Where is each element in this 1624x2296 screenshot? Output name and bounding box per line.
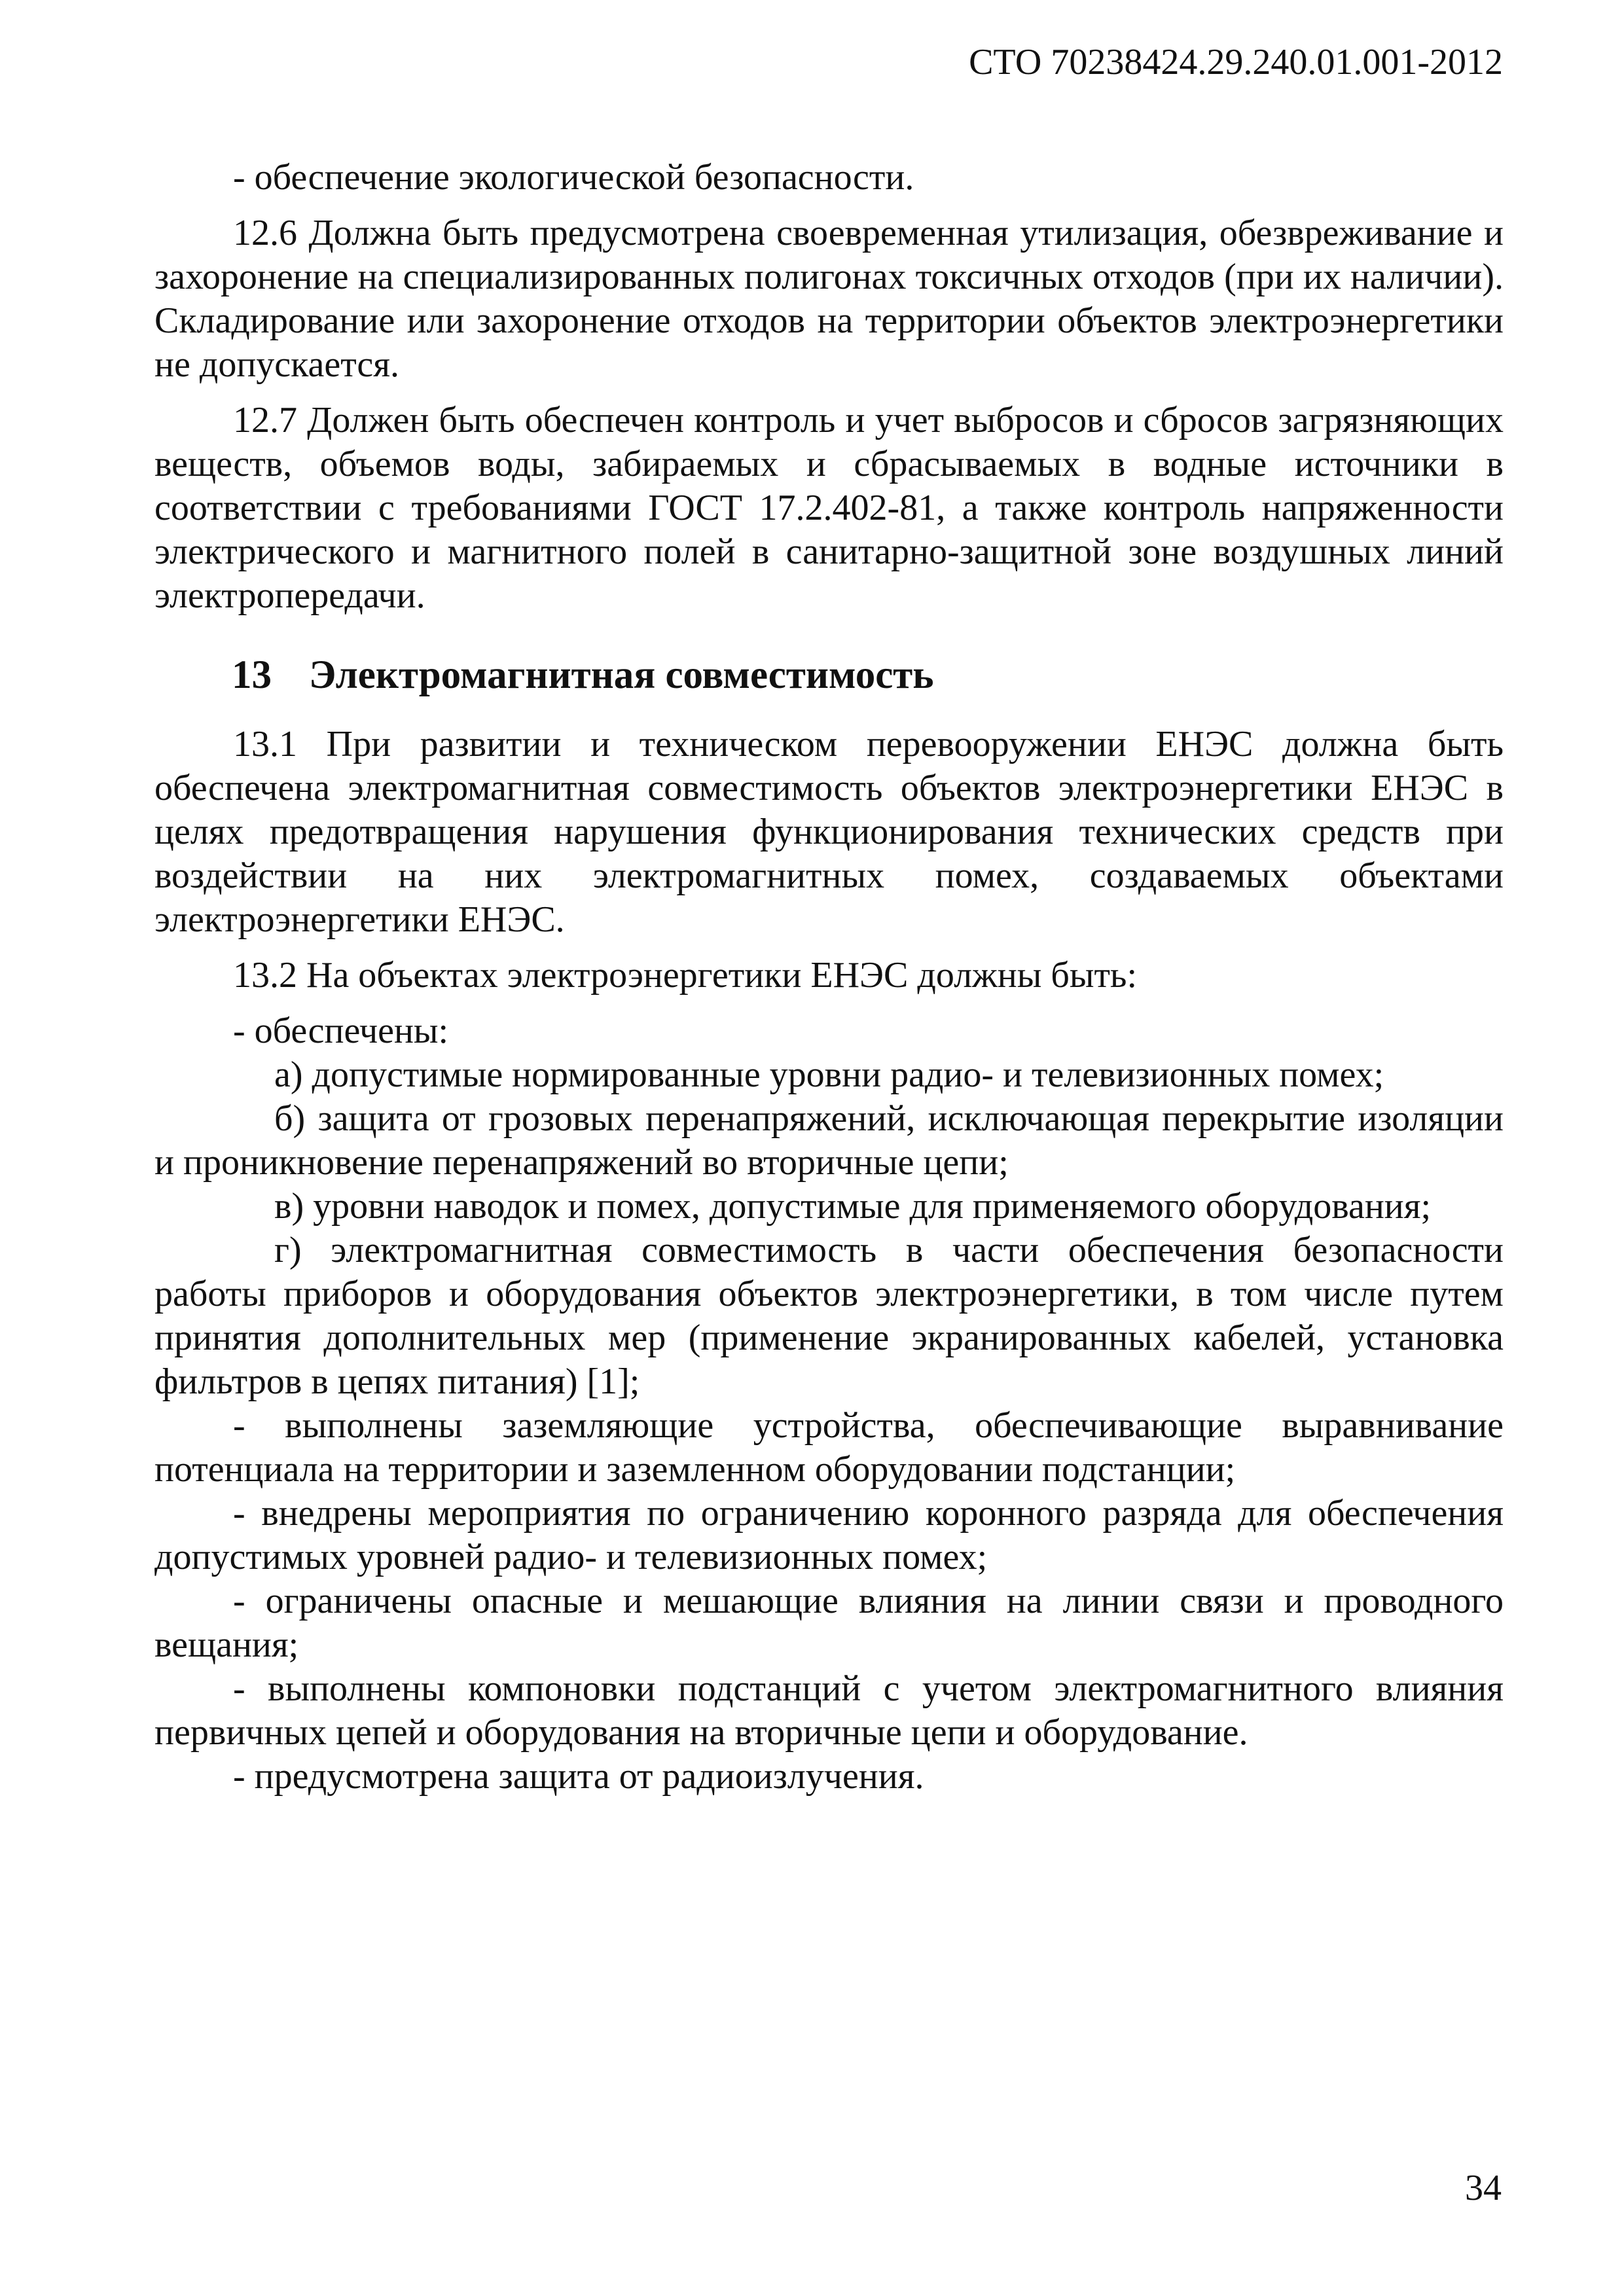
sub-item-b: б) защита от грозовых перенапряжений, исключающая перекрытие изоляции и проникновение перенапряжений во вторичные цепи; — [154, 1098, 1504, 1183]
section-title: Электромагнитная совместимость — [309, 653, 934, 697]
page-number: 34 — [1465, 2168, 1502, 2208]
section-number: 13 — [232, 653, 272, 697]
list-item-layout: - выполнены компоновки подстанций с учетом электромагнитного влияния первичных цепей и оборудования на вторичные цепи и оборудование. — [154, 1668, 1504, 1753]
page-content — [154, 156, 1504, 1799]
sub-item-v: в) уровни наводок и помех, допустимые для применяемого оборудования; — [274, 1186, 1432, 1227]
sub-item-g: г) электромагнитная совместимость в части обеспечения безопасности работы приборов и оборудования объектов электроэнергетики, в том числе путем принятия дополнительных мер (применение экранированных кабелей, установка фильтров в цепях питания) [1]; — [154, 1230, 1504, 1402]
section-heading — [154, 652, 1504, 699]
intro-list-item: - обеспечение экологической безопасности. — [233, 157, 914, 198]
list-item-corona: - внедрены мероприятия по ограничению коронного разряда для обеспечения допустимых уровней радио- и телевизионных помех; — [154, 1493, 1504, 1577]
paragraph-13-1: 13.1 При развитии и техническом перевооружении ЕНЭС должна быть обеспечена электромагнитная совместимость объектов электроэнергетики ЕНЭС в целях предотвращения нарушения функционирования технических средств при воздействии на них электромагнитных помех, создаваемых объектами электроэнергетики ЕНЭС. — [154, 724, 1504, 940]
paragraph-12-6: 12.6 Должна быть предусмотрена своевременная утилизация, обезвреживание и захоронение на специализированных полигонах токсичных отходов (при их наличии). Складирование или захоронение отходов на территории объектов электроэнергетики не допускается. — [154, 213, 1504, 385]
provided-list-label: - обеспечены: — [233, 1011, 449, 1051]
list-item-communication: - ограничены опасные и мешающие влияния на линии связи и проводного вещания; — [154, 1581, 1504, 1665]
sub-item-a: а) допустимые нормированные уровни радио- и телевизионных помех; — [274, 1054, 1384, 1095]
list-item-grounding: - выполнены заземляющие устройства, обеспечивающие выравнивание потенциала на территории и заземленном оборудовании подстанции; — [154, 1405, 1504, 1490]
list-item-radiation: - предусмотрена защита от радиоизлучения. — [233, 1756, 924, 1797]
paragraph-13-2: 13.2 На объектах электроэнергетики ЕНЭС должны быть: — [233, 955, 1138, 996]
document-code: СТО 70238424.29.240.01.001-2012 — [969, 42, 1503, 82]
paragraph-12-7: 12.7 Должен быть обеспечен контроль и учет выбросов и сбросов загрязняющих веществ, объемов воды, забираемых и сбрасываемых в водные источники в соответствии с требованиями ГОСТ 17.2.402-81, а также контроль напряженности электрического и магнитного полей в санитарно-защитной зоне воздушных линий электропередачи. — [154, 400, 1504, 616]
